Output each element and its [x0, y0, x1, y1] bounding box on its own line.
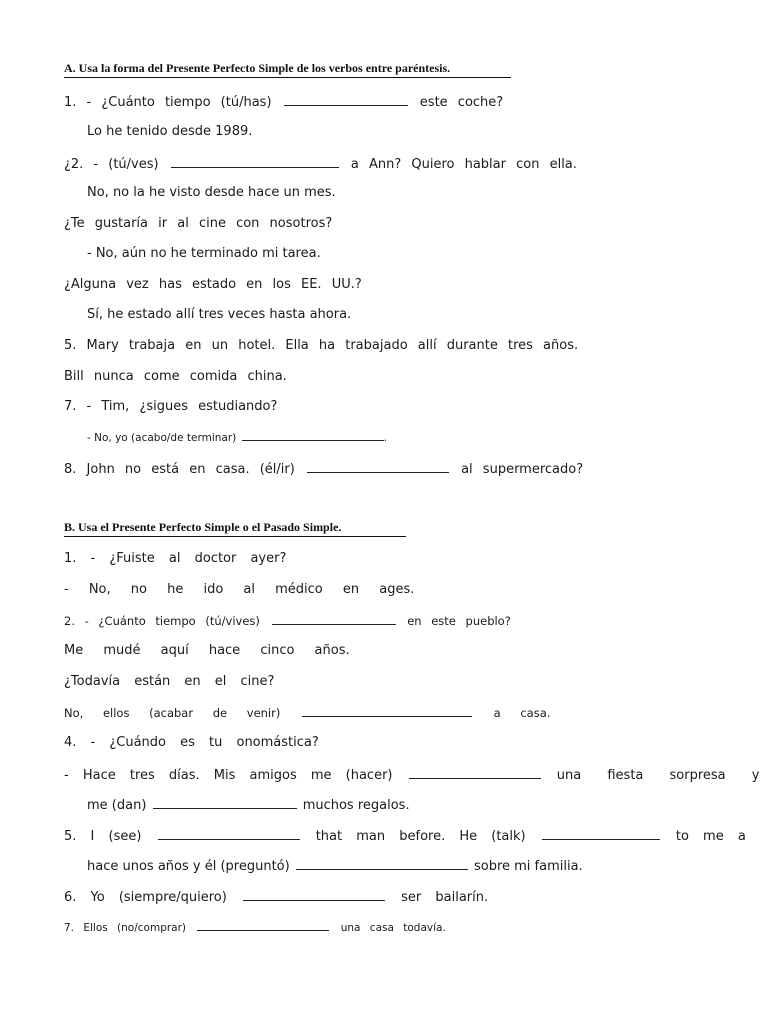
exercise-b-7: 7. Ellos (no/comprar) una casa todavía. [64, 918, 762, 936]
answer-blank[interactable] [302, 704, 472, 717]
exercise-b-1-response: - No, no he ido al médico en ages. [64, 582, 415, 597]
answer-blank[interactable] [284, 93, 408, 106]
answer-blank[interactable] [158, 827, 300, 840]
exercise-b-4-response: - Hace tres días. Mis amigos me (hacer) una fiesta sorpresa y [64, 768, 760, 783]
section-b-heading: B. Usa el Presente Perfecto Simple o el Pasado Simple. [64, 520, 406, 537]
answer-blank[interactable] [243, 888, 385, 901]
exercise-b-5-continuation: hace unos años y él (preguntó) sobre mi familia. [87, 859, 583, 874]
exercise-b-2-response: Me mudé aquí hace cinco años. [64, 643, 350, 658]
exercise-a-2: ¿2. - (tú/ves) a Ann? Quiero hablar con ella. [64, 157, 577, 172]
exercise-b-2: 2. - ¿Cuánto tiempo (tú/vives) en este pueblo? [64, 614, 511, 628]
exercise-a-1-response: Lo he tenido desde 1989. [87, 124, 253, 139]
answer-blank[interactable] [296, 857, 468, 870]
exercise-b-3-response: No, ellos (acabar de venir) a casa. [64, 706, 551, 720]
exercise-a-4-response: Sí, he estado allí tres veces hasta ahora. [87, 307, 352, 322]
exercise-a-2-response: No, no la he visto desde hace un mes. [87, 185, 336, 200]
exercise-a-4: ¿Alguna vez has estado en los EE. UU.? [64, 277, 362, 292]
answer-blank[interactable] [409, 766, 541, 779]
answer-blank[interactable] [542, 827, 660, 840]
exercise-b-5: 5. I (see) that man before. He (talk) to me a [64, 829, 746, 844]
exercise-a-6: Bill nunca come comida china. [64, 369, 287, 384]
exercise-a-7: 7. - Tim, ¿sigues estudiando? [64, 399, 278, 414]
exercise-a-1: 1. - ¿Cuánto tiempo (tú/has) este coche? [64, 95, 504, 110]
answer-blank[interactable] [197, 918, 329, 931]
exercise-a-8: 8. John no está en casa. (él/ir) al supermercado? [64, 462, 584, 477]
exercise-a-5: 5. Mary trabaja en un hotel. Ella ha trabajado allí durante tres años. [64, 338, 579, 353]
exercise-b-6: 6. Yo (siempre/quiero) ser bailarín. [64, 890, 489, 905]
answer-blank[interactable] [171, 155, 339, 168]
exercise-a-3-response: - No, aún no he terminado mi tarea. [87, 246, 321, 261]
answer-blank[interactable] [307, 460, 449, 473]
answer-blank[interactable] [242, 428, 384, 441]
exercise-a-7-response: - No, yo (acabo/de terminar) . [87, 428, 762, 446]
exercise-b-1: 1. - ¿Fuiste al doctor ayer? [64, 551, 287, 566]
exercise-b-4-continuation: me (dan) muchos regalos. [87, 798, 410, 813]
exercise-b-3: ¿Todavía están en el cine? [64, 674, 275, 689]
exercise-b-4: 4. - ¿Cuándo es tu onomástica? [64, 735, 319, 750]
exercise-a-3: ¿Te gustaría ir al cine con nosotros? [64, 216, 333, 231]
answer-blank[interactable] [153, 796, 297, 809]
section-a-heading: A. Usa la forma del Presente Perfecto Simple de los verbos entre paréntesis. [64, 61, 511, 78]
answer-blank[interactable] [272, 612, 396, 625]
